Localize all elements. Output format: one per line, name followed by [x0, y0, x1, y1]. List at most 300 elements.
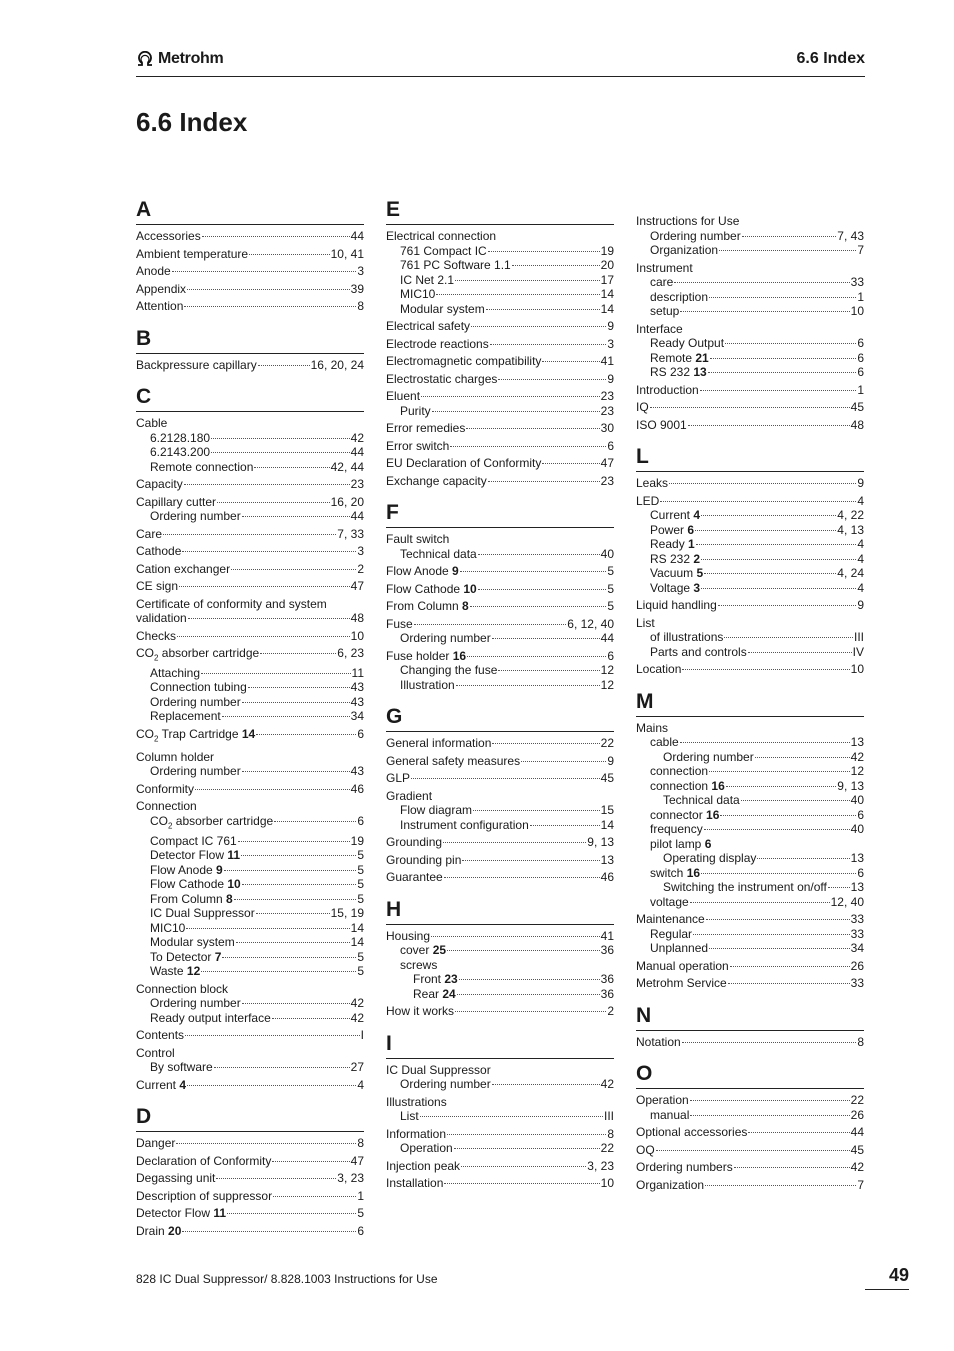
index-term-text: Connection block: [136, 981, 229, 996]
index-term-item-number: 10: [227, 877, 241, 892]
index-term: [386, 319, 470, 334]
index-page-refs: 6: [357, 813, 364, 828]
index-term-text: Connection: [136, 799, 197, 814]
index-entry: [386, 736, 614, 751]
index-term-text: Danger: [136, 1136, 176, 1151]
dot-leader: [709, 948, 850, 949]
index-term-text: Care: [136, 526, 163, 541]
index-page-refs: 42: [350, 1010, 364, 1025]
index-term: [136, 1028, 184, 1043]
dot-leader: [542, 463, 599, 464]
index-term: [400, 273, 454, 288]
dot-leader: [748, 1132, 849, 1133]
index-term-text: Manual operation: [636, 958, 729, 973]
index-term-item-number: 16: [686, 865, 701, 880]
index-term-text: List: [636, 615, 655, 630]
index-entry: [636, 1125, 864, 1140]
index-term-text: Current: [650, 508, 694, 522]
index-term-item-number: 4: [693, 508, 701, 522]
dot-leader: [222, 716, 350, 717]
index-term: [150, 1011, 271, 1026]
dot-leader: [757, 858, 849, 859]
index-page-refs: 23: [350, 477, 364, 491]
dot-leader: [411, 778, 600, 779]
index-term-text: IC Dual Suppressor: [150, 906, 255, 921]
metrohm-logo: [136, 50, 223, 68]
index-term-text: Conformity: [136, 781, 195, 796]
dot-leader: [473, 810, 600, 811]
index-term-text: Organization: [636, 1177, 705, 1192]
index-page-refs: 48: [350, 611, 364, 625]
index-entry: [386, 972, 614, 987]
index-term-text: Flow Anode: [150, 862, 217, 877]
index-term: [136, 799, 197, 813]
index-term: [386, 929, 430, 944]
index-entry: [136, 562, 364, 577]
index-page-refs: 10: [600, 1176, 614, 1190]
index-term: [150, 996, 241, 1011]
index-term-text: connection: [650, 764, 709, 778]
index-page-refs: 16, 20, 24: [310, 357, 364, 372]
index-term-item-number: 16: [711, 778, 725, 793]
index-term: [650, 523, 694, 538]
index-entry: [636, 750, 864, 765]
index-page-refs: 6: [857, 807, 864, 822]
index-term: [386, 789, 432, 803]
index-page-refs: 15, 19: [330, 906, 364, 921]
index-letter-heading: C: [136, 385, 364, 412]
index-entry: [386, 229, 614, 244]
index-term: [636, 261, 693, 275]
index-term-text: Location: [636, 662, 682, 676]
index-entry: [136, 764, 364, 779]
index-group: [136, 385, 364, 1092]
index-term: [386, 1095, 447, 1109]
index-entry: [136, 1078, 364, 1093]
index-term: [386, 835, 442, 850]
index-entry: [636, 537, 864, 552]
index-page-refs: 22: [600, 736, 614, 750]
dot-leader: [470, 606, 607, 607]
index-page-refs: 6: [607, 438, 614, 453]
dot-leader: [248, 687, 350, 688]
index-term-item-number: 23: [444, 972, 458, 986]
index-term: [136, 282, 186, 297]
index-page-refs: 26: [850, 1107, 864, 1122]
index-term: [150, 764, 241, 779]
dot-leader: [701, 515, 836, 516]
dot-leader: [706, 919, 850, 920]
index-term-text: Flow Cathode: [386, 581, 464, 596]
dot-leader: [414, 624, 567, 625]
index-term: [386, 229, 496, 243]
index-term: [650, 630, 723, 645]
index-page-refs: 42, 44: [330, 459, 364, 474]
index-page-refs: 8: [607, 1126, 614, 1141]
index-page-refs: 6, 23: [337, 646, 364, 660]
index-page-refs: 13: [850, 735, 864, 749]
index-term-text: Operation: [400, 1141, 453, 1155]
index-page-refs: 20: [600, 258, 614, 272]
index-page-refs: 33: [850, 912, 864, 926]
index-group: [136, 198, 364, 314]
index-page-refs: 3: [357, 264, 364, 278]
index-page-refs: 27: [350, 1060, 364, 1075]
index-term: [386, 372, 497, 387]
index-term-text: CO: [136, 726, 154, 741]
index-entry: [636, 598, 864, 613]
index-term-text: Technical data: [400, 546, 477, 561]
index-page-refs: 12, 40: [830, 894, 864, 909]
index-entry: [136, 892, 364, 907]
index-term: [136, 562, 230, 577]
dot-leader: [227, 1213, 356, 1214]
dot-leader: [492, 1084, 600, 1085]
dot-leader: [211, 438, 350, 439]
index-page-refs: 5: [607, 599, 614, 613]
index-entry: [636, 383, 864, 398]
index-entry: [386, 354, 614, 369]
index-page-refs: 43: [350, 680, 364, 695]
index-term: [150, 892, 233, 907]
index-term-text: Certificate of conformity and system: [136, 596, 327, 611]
index-entry: [386, 958, 614, 973]
index-term: [663, 851, 756, 866]
index-term: [136, 646, 259, 666]
index-term-text: Waste: [150, 964, 187, 979]
index-page-refs: 10, 41: [330, 246, 364, 261]
index-entry: [636, 976, 864, 991]
dot-leader: [486, 309, 600, 310]
index-term-text: Attention: [136, 299, 184, 313]
index-term: [386, 532, 449, 546]
dot-leader: [471, 326, 606, 327]
index-entry: [386, 1141, 614, 1156]
dot-leader: [249, 254, 330, 255]
dot-leader: [680, 742, 850, 743]
index-entry: [636, 261, 864, 276]
index-page-refs: 43: [350, 764, 364, 779]
dot-leader: [728, 983, 850, 984]
index-term: [636, 616, 655, 630]
dot-leader: [459, 979, 600, 980]
dot-leader: [710, 358, 857, 359]
index-term: [636, 383, 699, 398]
index-term: [650, 336, 724, 351]
index-term-text: Current: [136, 1077, 180, 1092]
index-term-text: Switching the instrument on/off: [663, 880, 827, 894]
index-term-text: Optional accessories: [636, 1125, 748, 1139]
index-term-subscript: 2: [154, 734, 159, 744]
index-term-text: MIC10: [150, 920, 186, 935]
index-letter-heading: E: [386, 198, 614, 225]
index-entry: [136, 597, 364, 612]
index-entry: [636, 630, 864, 645]
index-term-text: of illustrations: [650, 630, 724, 644]
index-term: [650, 645, 747, 660]
dot-leader: [690, 1100, 850, 1101]
dot-leader: [704, 573, 836, 574]
dot-leader: [163, 534, 336, 535]
dot-leader: [201, 673, 350, 674]
index-term-item-number: 24: [442, 986, 456, 1001]
index-term: [150, 666, 200, 681]
index-page-refs: 47: [600, 456, 614, 470]
index-term-text: Attaching: [150, 665, 201, 680]
index-page-refs: 7, 43: [837, 228, 864, 243]
index-term: [150, 848, 240, 863]
index-term-text: absorber cartridge: [158, 646, 260, 660]
index-term-text: Flow diagram: [400, 803, 473, 817]
index-page-refs: 9: [857, 598, 864, 612]
brand-name: Metrohm: [158, 50, 224, 67]
dot-leader: [236, 942, 350, 943]
index-letter-heading: M: [636, 690, 864, 717]
index-term: [136, 1046, 175, 1060]
dot-leader: [195, 789, 350, 790]
index-term: [650, 275, 673, 290]
index-entry: [636, 645, 864, 660]
dot-leader: [241, 855, 356, 856]
index-entry: [636, 351, 864, 366]
index-term: [150, 680, 247, 695]
index-page-refs: 46: [600, 870, 614, 884]
index-page-refs: 19: [600, 243, 614, 258]
dot-leader: [690, 1115, 849, 1116]
index-term-text: Grounding: [386, 835, 443, 849]
index-term-text: Error remedies: [386, 421, 466, 435]
index-entry: [636, 1035, 864, 1050]
index-term: [386, 354, 541, 369]
dot-leader: [436, 294, 599, 295]
index-entry: [136, 1028, 364, 1043]
index-term-text: Column holder: [136, 749, 215, 764]
index-term: [400, 1077, 491, 1092]
index-term-item-number: 3: [693, 580, 701, 595]
index-page-refs: 5: [607, 581, 614, 596]
dot-leader: [490, 344, 607, 345]
index-term: [400, 958, 437, 972]
index-term-text: Ordering number: [650, 228, 741, 243]
dot-leader: [725, 343, 856, 344]
index-term-text: Maintenance: [636, 912, 705, 926]
index-entry: [386, 1063, 614, 1078]
index-term: [386, 1004, 454, 1019]
index-page-refs: 14: [600, 287, 614, 301]
index-term-text: Gradient: [386, 788, 433, 803]
index-term: [386, 421, 465, 436]
index-page-refs: 6: [857, 365, 864, 379]
index-term-text: MIC10: [400, 287, 436, 301]
dot-leader: [720, 815, 856, 816]
index-page-refs: 48: [850, 417, 864, 432]
dot-leader: [177, 636, 350, 637]
footer-text: 828 IC Dual Suppressor/ 8.828.1003 Instructions for Use: [136, 1272, 438, 1286]
index-entry: [386, 987, 614, 1002]
index-entry: [136, 814, 364, 834]
index-term: [636, 976, 727, 991]
dot-leader: [696, 544, 857, 545]
index-page-refs: 36: [600, 943, 614, 957]
index-term: [413, 972, 458, 987]
index-term-item-number: 7: [214, 949, 222, 964]
index-term: [650, 351, 709, 366]
dot-leader: [498, 379, 606, 380]
index-term: [650, 822, 703, 837]
index-page-refs: 10: [850, 304, 864, 318]
index-entry: [386, 943, 614, 958]
index-term-text: Parts and controls: [650, 644, 747, 659]
index-entry: [136, 727, 364, 747]
dot-leader: [690, 902, 830, 903]
index-term-text: Injection peak: [386, 1158, 461, 1173]
index-entry: [386, 663, 614, 678]
index-term-text: Operation: [636, 1093, 689, 1107]
index-term: [650, 866, 700, 881]
dot-leader: [492, 638, 600, 639]
index-entry: [636, 494, 864, 509]
dot-leader: [455, 280, 600, 281]
dot-leader: [488, 481, 600, 482]
index-term: [386, 617, 413, 632]
index-term-text: connector: [650, 807, 707, 822]
dot-leader: [242, 702, 350, 703]
index-group: [636, 690, 864, 991]
index-term-text: Unplanned: [650, 941, 709, 955]
index-term-text: Illustration: [400, 677, 455, 692]
index-term: [386, 439, 449, 454]
index-entry: [136, 416, 364, 431]
index-entry: [636, 566, 864, 581]
index-entry: [386, 532, 614, 547]
dot-leader: [184, 484, 350, 485]
index-term-text: From Column: [150, 891, 227, 906]
index-group: [636, 1062, 864, 1192]
index-page-refs: 22: [600, 1141, 614, 1155]
index-term-text: Anode: [136, 264, 171, 278]
index-term: [136, 229, 201, 244]
index-term-text: Ordering number: [150, 996, 241, 1011]
index-entry: [636, 1143, 864, 1158]
dot-leader: [680, 311, 849, 312]
index-term: [636, 1160, 733, 1175]
index-page-refs: 33: [850, 926, 864, 941]
index-page-refs: 30: [600, 421, 614, 435]
index-term-text: General safety measures: [386, 753, 521, 768]
index-term: [136, 1171, 215, 1186]
index-term-text: Replacement: [150, 709, 221, 724]
index-page-refs: 23: [600, 473, 614, 488]
index-entry: [136, 921, 364, 936]
index-entry: [136, 782, 364, 797]
index-term: [386, 1063, 491, 1077]
index-entry: [386, 337, 614, 352]
index-page-refs: 42: [850, 1160, 864, 1174]
index-page-refs: 8: [857, 1034, 864, 1049]
index-term: [136, 416, 167, 430]
index-term-text: Compact IC 761: [150, 833, 237, 848]
index-entry: [136, 1171, 364, 1186]
index-entry: [136, 431, 364, 446]
dot-leader: [682, 669, 849, 670]
index-term: [636, 1035, 681, 1050]
index-term: [136, 597, 327, 611]
index-term-text: Grounding pin: [386, 852, 462, 867]
index-entry: [386, 319, 614, 334]
index-term: [136, 782, 194, 797]
index-term: [650, 508, 700, 523]
index-term: [136, 611, 187, 626]
index-term-text: Changing the fuse: [400, 663, 498, 677]
index-entry: [386, 582, 614, 597]
dot-leader: [688, 425, 850, 426]
index-term-text: Leaks: [636, 476, 669, 490]
index-entry: [136, 282, 364, 297]
index-entry: [136, 1154, 364, 1169]
index-page-refs: 4, 24: [837, 566, 864, 580]
index-entry: [636, 822, 864, 837]
index-entry: [386, 754, 614, 769]
index-page-refs: 3, 23: [337, 1171, 364, 1186]
index-term-item-number: 6: [704, 836, 712, 851]
page-title: 6.6 Index: [136, 107, 248, 137]
index-entry: [386, 631, 614, 646]
index-page-refs: 44: [850, 1125, 864, 1139]
index-term: [386, 870, 443, 885]
index-entry: [636, 779, 864, 794]
omega-logo-icon: [136, 51, 154, 67]
index-term-text: Ordering number: [663, 749, 754, 764]
dot-leader: [184, 306, 356, 307]
index-term: [650, 566, 703, 581]
index-term-text: Ordering number: [400, 1077, 491, 1091]
index-term-text: Ordering numbers: [636, 1160, 733, 1174]
index-entry: [136, 646, 364, 666]
index-term: [400, 547, 477, 562]
index-term-text: 6.2128.180: [150, 430, 211, 445]
index-page-refs: 5: [357, 1206, 364, 1221]
dot-leader: [709, 297, 856, 298]
index-page-refs: 40: [850, 822, 864, 836]
index-term: [400, 663, 497, 678]
index-page-refs: 47: [350, 579, 364, 593]
index-term: [636, 1093, 689, 1108]
dot-leader: [201, 971, 356, 972]
index-term-text: ISO 9001: [636, 417, 687, 432]
index-group: [136, 327, 364, 373]
index-entry: [636, 808, 864, 823]
index-term-text: CE sign: [136, 579, 179, 593]
index-term: [136, 1224, 181, 1239]
dot-leader: [421, 396, 600, 397]
index-term-item-number: 25: [432, 943, 447, 957]
dot-leader: [724, 637, 853, 638]
index-term: [650, 290, 708, 305]
index-term-text: Ordering number: [150, 764, 241, 779]
index-group: [636, 1004, 864, 1050]
index-entry: [136, 1224, 364, 1239]
dot-leader: [187, 1085, 356, 1086]
index-page-refs: 44: [350, 445, 364, 459]
index-page-refs: 34: [350, 709, 364, 724]
index-group: [636, 214, 864, 432]
index-entry: [386, 302, 614, 317]
index-entry: [386, 599, 614, 614]
index-page-refs: 36: [600, 972, 614, 986]
index-term-text: Capacity: [136, 477, 183, 491]
dot-leader: [700, 390, 857, 391]
dot-leader: [674, 282, 849, 283]
